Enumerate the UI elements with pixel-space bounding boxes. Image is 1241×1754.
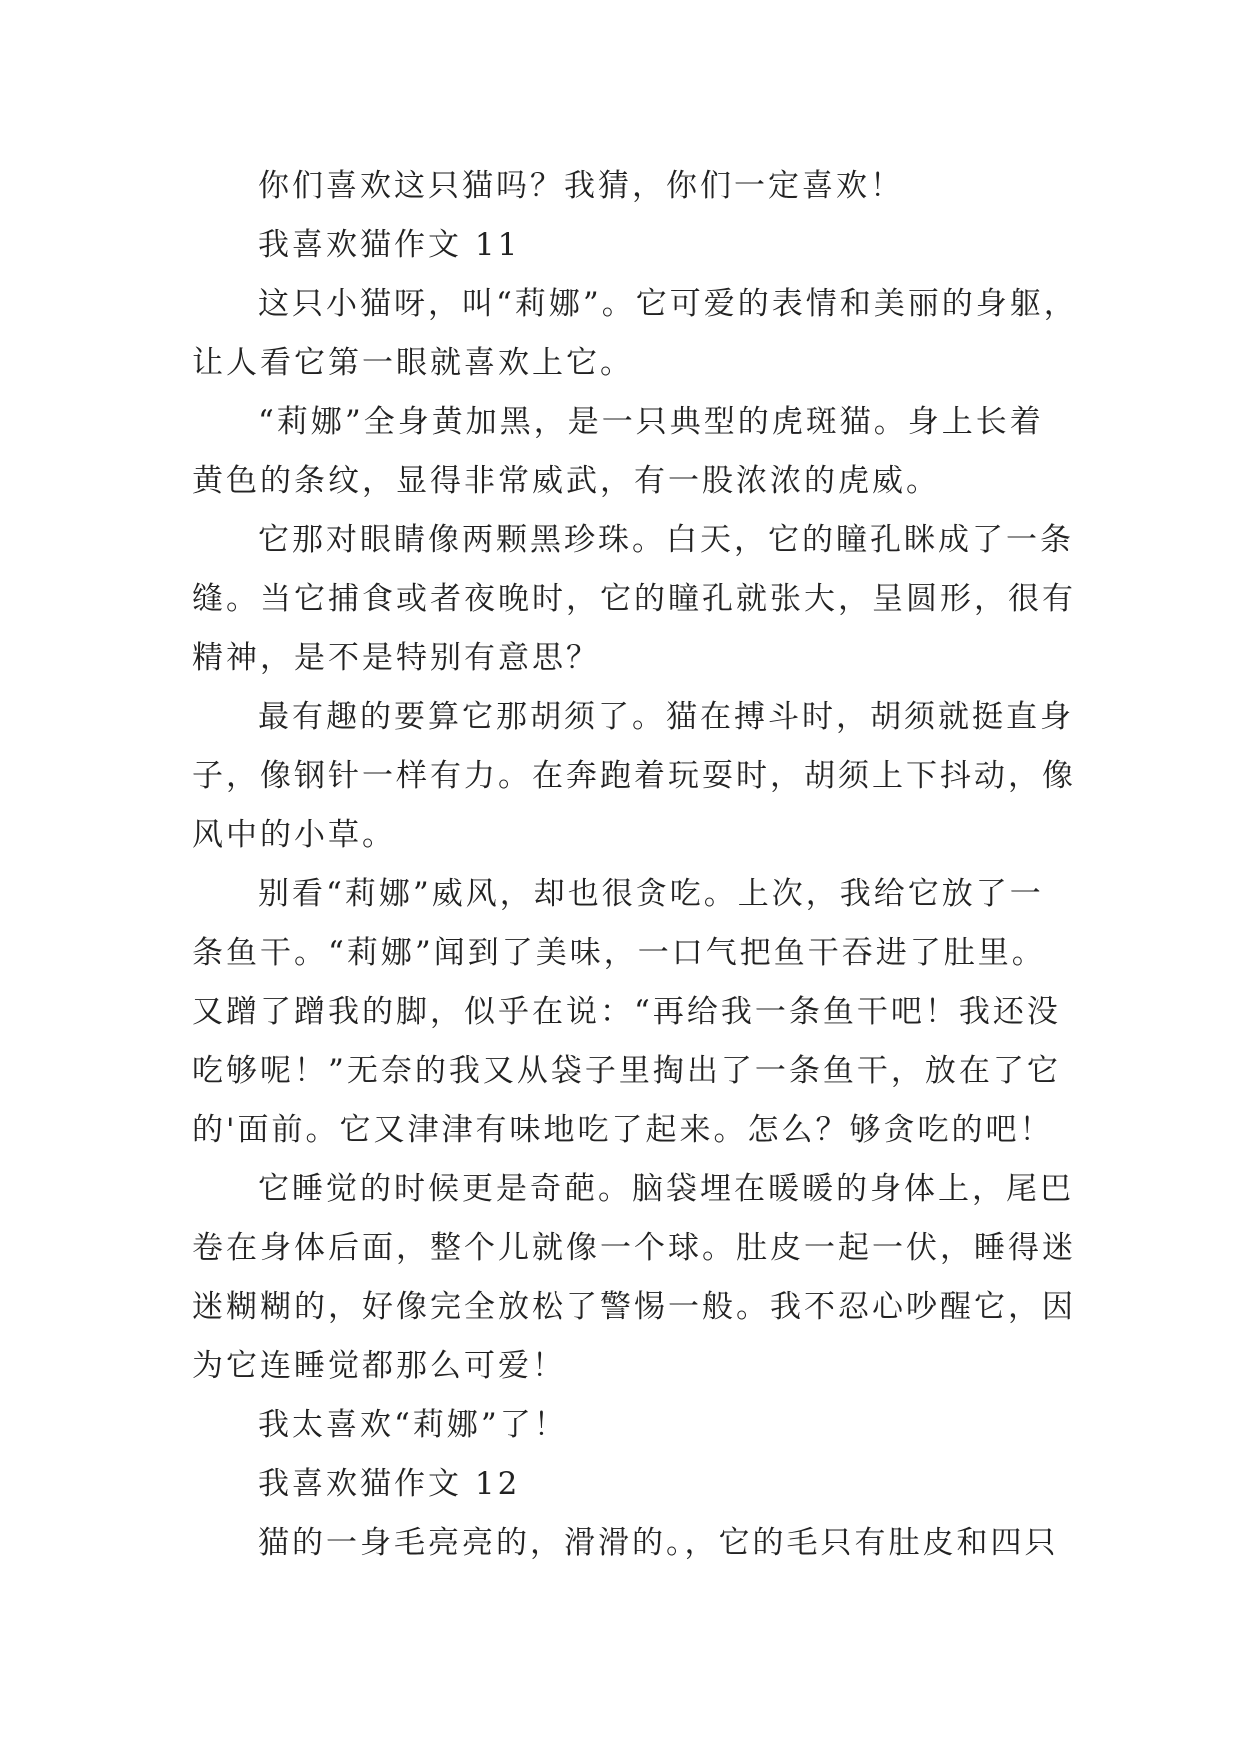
paragraph-line: 迷糊糊的，好像完全放松了警惕一般。我不忍心吵醒它，因 [192,1289,1076,1325]
paragraph-line: 吃够呢！”无奈的我又从袋子里掏出了一条鱼干，放在了它 [192,1053,1061,1089]
paragraph-line: 它睡觉的时候更是奇葩。脑袋埋在暖暖的身体上，尾巴 [258,1171,1074,1207]
paragraph-line: 条鱼干。“莉娜”闻到了美味，一口气把鱼干吞进了肚里。 [192,935,1046,971]
paragraph-line: 别看“莉娜”威风，却也很贪吃。上次，我给它放了一 [258,876,1044,912]
paragraph-line: “莉娜”全身黄加黑，是一只典型的虎斑猫。身上长着 [258,404,1044,440]
paragraph-line: 的'面前。它又津津有味地吃了起来。怎么？够贪吃的吧！ [192,1112,1054,1148]
paragraph-line: 黄色的条纹，显得非常威武，有一股浓浓的虎威。 [192,463,940,499]
paragraph-line: 缝。当它捕食或者夜晚时，它的瞳孔就张大，呈圆形，很有 [192,581,1076,617]
paragraph-line: 风中的小草。 [192,817,396,853]
paragraph-line: 卷在身体后面，整个儿就像一个球。肚皮一起一伏，睡得迷 [192,1230,1076,1266]
paragraph-line: 猫的一身毛亮亮的，滑滑的。，它的毛只有肚皮和四只 [258,1525,1059,1561]
paragraph-line: 让人看它第一眼就喜欢上它。 [192,345,634,381]
paragraph-line: 它那对眼睛像两颗黑珍珠。白天，它的瞳孔眯成了一条 [258,522,1074,558]
paragraph-line: 我太喜欢“莉娜”了！ [258,1407,568,1443]
paragraph-line: 又蹭了蹭我的脚，似乎在说：“再给我一条鱼干吧！我还没 [192,994,1061,1030]
paragraph-line: 这只小猫呀，叫“莉娜”。它可爱的表情和美丽的身躯， [258,286,1078,322]
section-heading: 我喜欢猫作文 12 [258,1466,521,1502]
paragraph-line: 最有趣的要算它那胡须了。猫在搏斗时，胡须就挺直身 [258,699,1074,735]
paragraph-line: 你们喜欢这只猫吗？我猜，你们一定喜欢！ [258,168,904,204]
paragraph-line: 为它连睡觉都那么可爱！ [192,1348,566,1384]
section-heading: 我喜欢猫作文 11 [258,227,521,263]
paragraph-line: 子，像钢针一样有力。在奔跑着玩耍时，胡须上下抖动，像 [192,758,1076,794]
paragraph-line: 精神，是不是特别有意思？ [192,640,600,676]
